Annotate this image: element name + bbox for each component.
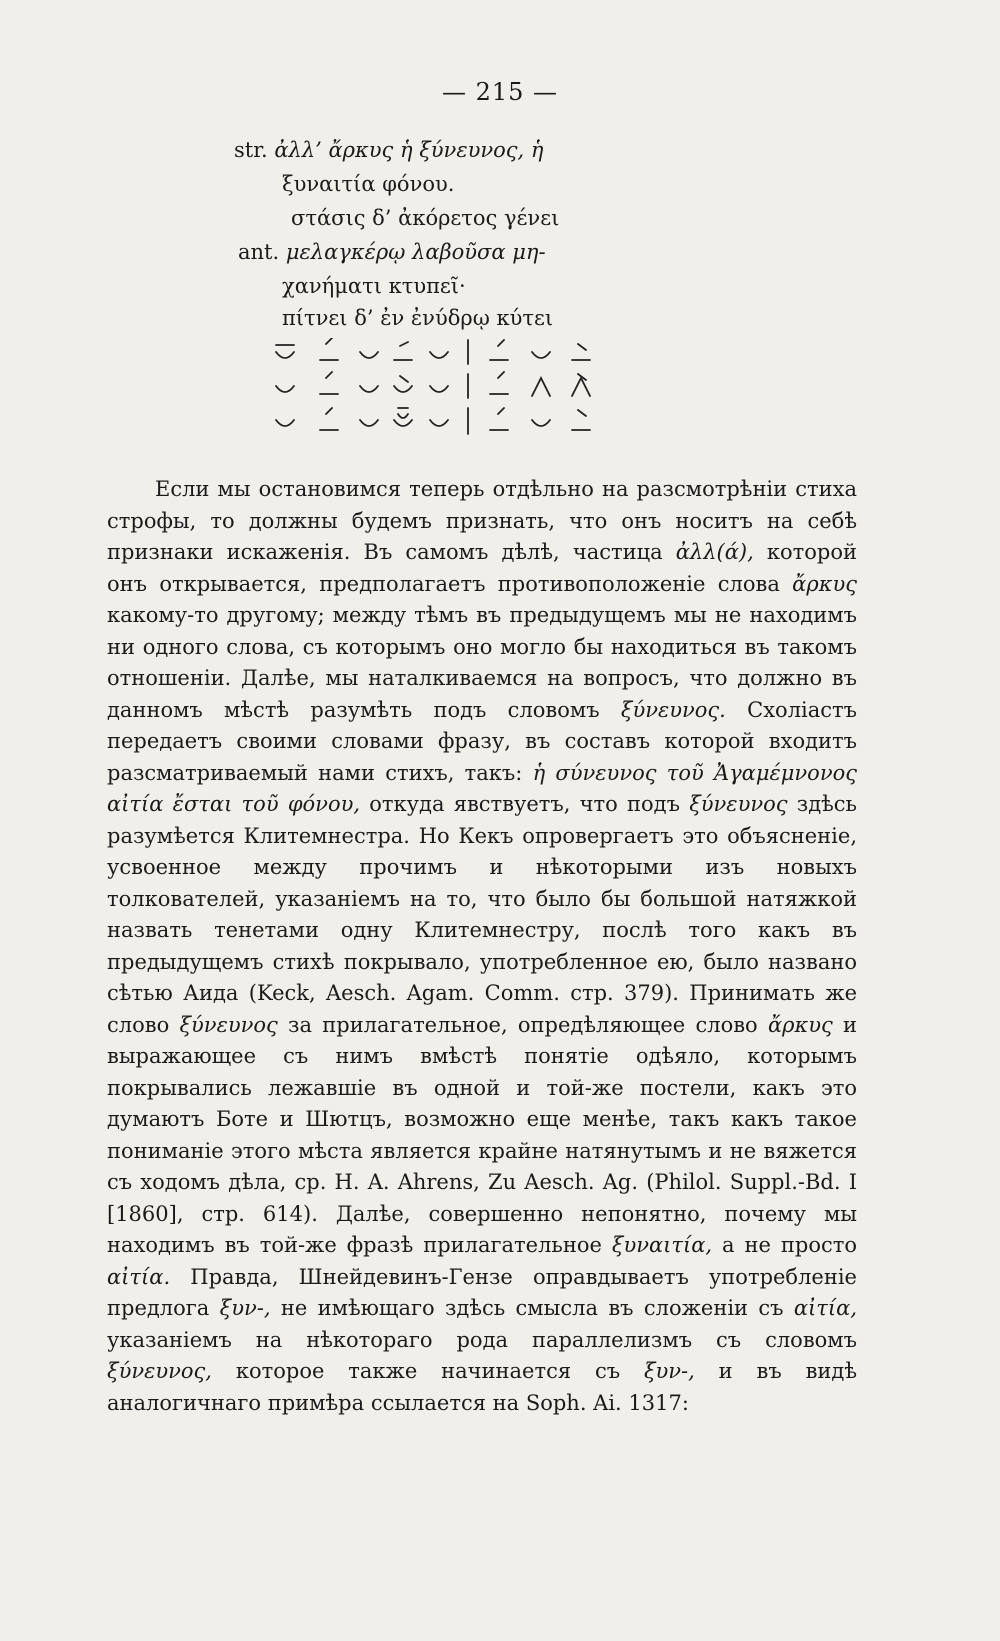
text-run: здѣсь разумѣется Клитемнестра. Но Кекъ опровергаетъ это объясненіе, усвоенное между прочимъ и нѣкоторыми изъ новыхъ толкователей, указаніемъ на то, что было бы большой натяжкой назвать тенетами одну Клитемнестру, послѣ того какъ въ предыдущемъ стихѣ покрывало, употребленное ею, было названо сѣтью Аида (Keck, Aesch. Agam. Comm. стр. 379). Принимать же слово	[107, 792, 857, 1037]
text-run: Схоліастъ передаетъ своими словами фразу, въ составъ которой входитъ разсматриваемый нами стихъ, такъ:	[107, 697, 858, 785]
greek-run: ξύνευνος,	[107, 1359, 212, 1383]
strophe-label: str.	[234, 138, 268, 162]
metrical-scheme	[272, 338, 602, 448]
greek-run: ἀλλ(ά),	[675, 540, 754, 564]
text-run: откуда явствуетъ, что подъ	[360, 792, 690, 816]
text-run: и въ видѣ аналогичнаго примѣра ссылается на Soph. Ai. 1317:	[107, 1359, 857, 1415]
greek-run: ἄρκυς	[767, 1012, 833, 1037]
verse-line-5: χανήματι κτυπεῖ·	[282, 274, 466, 298]
text-run: которое также начинается съ	[211, 1359, 644, 1383]
greek-text: ἀλλ’ ἄρκυς ἡ ξύνευνος, ἡ	[274, 138, 544, 162]
text-run: указаніемъ на нѣкотораго рода параллелизмъ съ словомъ	[107, 1327, 857, 1352]
greek-run: ξύνευνος	[689, 792, 788, 816]
text-run: не имѣющаго здѣсь смысла въ сложеніи съ	[270, 1296, 794, 1320]
text-run: Если мы остановимся теперь отдѣльно на разсмотрѣніи стиха строфы, то должны будемъ признать, что онъ носитъ на себѣ признаки искаженія. Въ самомъ дѣлѣ, частица	[107, 477, 857, 564]
verse-line-2: ξυναιτία φόνου.	[282, 172, 455, 196]
text-run: а не просто	[712, 1233, 857, 1257]
verse-line-1	[234, 138, 543, 162]
text-run: Правда, Шнейдевинъ-Гензе оправдываетъ употребленіе предлога	[107, 1264, 857, 1320]
text-run: которой онъ открывается, предполагаетъ противоположеніе слова	[107, 540, 857, 596]
metre-row-1	[276, 338, 590, 364]
greek-run: ξυν-,	[643, 1359, 695, 1383]
text-run: какому-то другому; между тѣмъ въ предыдущемъ мы не находимъ ни одного слова, съ которымъ оно могло бы находиться въ такомъ отношеніи. Далѣе, мы наталкиваемся на вопросъ, что должно въ данномъ мѣстѣ разумѣть подъ словомъ	[107, 603, 857, 722]
page-number: — 215 —	[441, 78, 559, 106]
greek-run: ξυναιτία,	[611, 1233, 713, 1257]
greek-run: αἰτία,	[793, 1296, 857, 1320]
greek-run: ἄρκυς	[792, 571, 857, 596]
greek-run: ξύνευνος	[179, 1012, 278, 1037]
antistrophe-label: ant.	[238, 240, 280, 264]
metre-row-3	[276, 408, 590, 434]
text-run: за прилагательное, опредѣляющее слово	[277, 1012, 768, 1037]
greek-run: ἡ σύνευνος τοῦ Ἀγαμέμνονος αἰτία ἔσται τοῦ φόνου,	[107, 760, 857, 816]
paragraph	[107, 474, 857, 1419]
verse-line-3: στάσις δ’ ἀκόρετος γένει	[291, 206, 560, 230]
body-text	[107, 474, 857, 1419]
greek-run: ξυν-,	[219, 1296, 271, 1320]
metre-row-2	[276, 372, 590, 398]
greek-run: ξύνευνος.	[620, 697, 726, 722]
verse-line-6: πίτνει δ’ ἐν ἐνύδρῳ κύτει	[282, 306, 554, 330]
greek-run: αἰτία.	[107, 1264, 171, 1289]
greek-text: μελαγκέρῳ λαβοῦσα μη-	[285, 240, 546, 264]
text-run: и выражающее съ нимъ вмѣстѣ понятіе одѣяло, которымъ покрывались лежавшіе въ одной и той-же постели, какъ это думаютъ Боте и Шютцъ, возможно еще менѣе, такъ какъ такое пониманіе этого мѣста является крайне натянутымъ и не вяжется съ ходомъ дѣла, ср. H. A. Ahrens, Zu Aesch. Ag. (Philol. Suppl.-Bd. I [1860], стр. 614). Далѣе, совершенно непонятно, почему мы находимъ въ той-же фразѣ прилагательное	[107, 1012, 858, 1257]
verse-line-4	[238, 240, 546, 264]
